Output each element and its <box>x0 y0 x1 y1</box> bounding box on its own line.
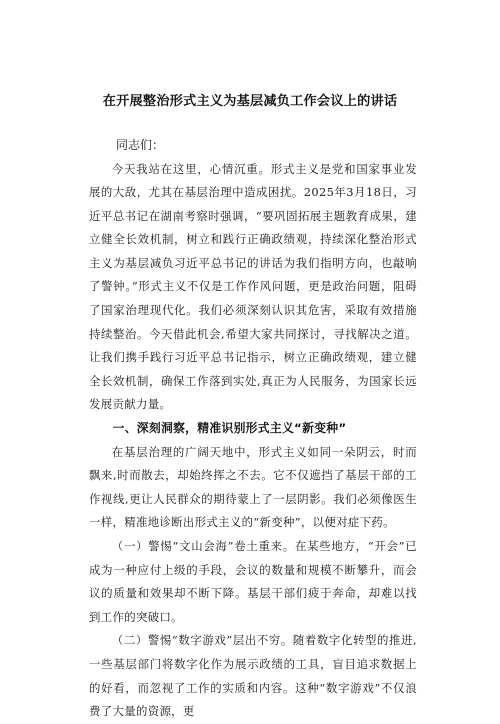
item-paragraph-2: （二）警惕“数字游戏”层出不穷。随着数字化转型的推进,一些基层部门将数字化作为展示政绩的工具，盲目追求数据上的好看，而忽视了工作的实质和内容。这种“数字游戏”不仅浪费了大量的资源，更 <box>89 633 417 719</box>
salutation: 同志们： <box>116 138 165 152</box>
item-paragraph-1: （一）警惕“文山会海”卷土重来。在某些地方，“开会”已成为一种应付上级的手段，会议的数量和规模不断攀升，而会议的质量和效果却不断下降。基层干部们疲于奔命，却难以找到工作的突破口。 <box>89 539 417 624</box>
document-body <box>89 134 417 724</box>
document-title: 在开展整治形式主义为基层减负工作会议上的讲话 <box>102 94 398 109</box>
section-paragraph: 在基层治理的广阔天地中，形式主义如同一朵阴云，时而飘来,时而散去，却始终挥之不去。它不仅遮挡了基层干部的工作视线,更让人民群众的期待蒙上了一层阴影。我们必须像医生一样，精准地诊断出形式主义的“新变种”，以便对症下药。 <box>89 444 417 530</box>
section-heading: 一、深刻洞察，精准识别形式主义“新变种” <box>112 421 347 436</box>
intro-paragraph: 今天我站在这里，心情沉重。形式主义是党和国家事业发展的大敌，尤其在基层治理中造成困扰。2025年3月18日，习近平总书记在湖南考察时强调，“要巩固拓展主题教育成果，建立健全长效机制，树立和践行正确政绩观，持续深化整治形式主义为基层减负习近平总书记的讲话为我们指明方向，也敲响了警钟。”形式主义不仅是工作作风问题，更是政治问题，阻碍了国家治理现代化。我们必须深刻认识其危害，采取有效措施持续整治。今天借此机会,希望大家共同探讨，寻找解决之道。让我们携手践行习近平总书记指示，树立正确政绩观，建立健全长效机制，确保工作落到实处,真正为人民服务，为国家长远发展贡献力量。 <box>89 161 417 412</box>
